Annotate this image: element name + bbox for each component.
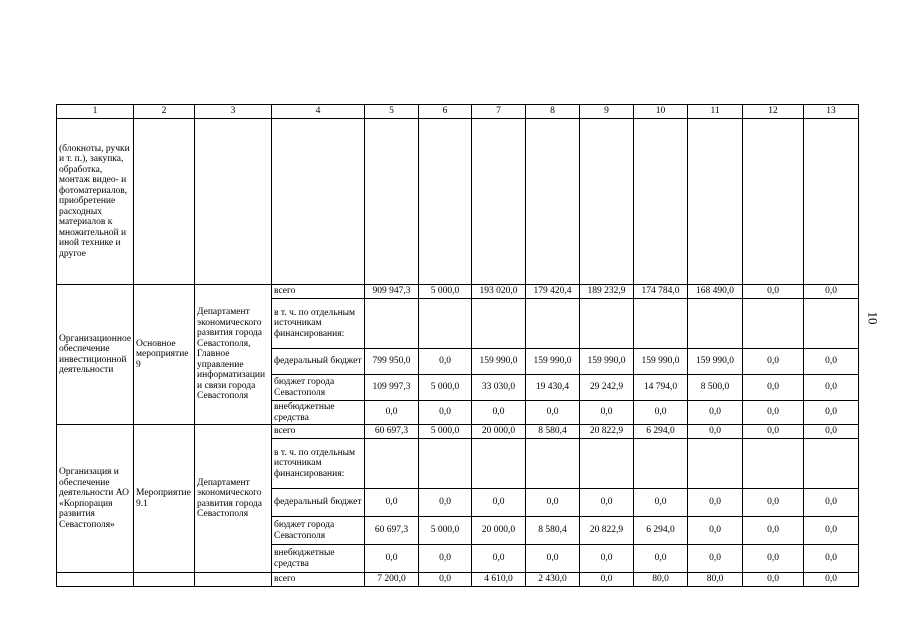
funding-source-label: всего — [272, 573, 365, 587]
value-cell — [634, 299, 688, 349]
table-row — [57, 285, 859, 299]
header-cell: 2 — [134, 105, 195, 119]
value-cell: 0,0 — [419, 401, 472, 425]
funding-source-label: бюджет города Севастополя — [272, 517, 365, 545]
value-cell — [743, 299, 804, 349]
value-cell — [804, 439, 859, 489]
value-cell: 0,0 — [580, 545, 634, 573]
value-cell — [472, 299, 526, 349]
value-cell: 0,0 — [580, 489, 634, 517]
header-cell: 5 — [365, 105, 419, 119]
value-cell: 799 950,0 — [365, 349, 419, 375]
value-cell: 8 580,4 — [526, 425, 580, 439]
program-table — [56, 104, 859, 587]
value-cell: 2 430,0 — [526, 573, 580, 587]
funding-source-label: в т. ч. по отдельным источникам финансирования: — [272, 299, 365, 349]
value-cell: 0,0 — [526, 401, 580, 425]
value-cell: 193 020,0 — [472, 285, 526, 299]
value-cell: 0,0 — [804, 285, 859, 299]
value-cell — [634, 439, 688, 489]
value-cell: 4 610,0 — [472, 573, 526, 587]
value-cell: 0,0 — [804, 517, 859, 545]
header-cell: 6 — [419, 105, 472, 119]
value-cell: 0,0 — [743, 489, 804, 517]
value-cell — [526, 439, 580, 489]
value-cell — [688, 439, 743, 489]
value-cell: 5 000,0 — [419, 375, 472, 401]
value-cell: 8 580,4 — [526, 517, 580, 545]
table-row — [57, 425, 859, 439]
value-cell: 6 294,0 — [634, 425, 688, 439]
value-cell: 0,0 — [743, 285, 804, 299]
header-row — [57, 105, 859, 119]
value-cell: 0,0 — [634, 401, 688, 425]
value-cell: 0,0 — [804, 573, 859, 587]
value-cell: 0,0 — [804, 401, 859, 425]
value-cell: 0,0 — [472, 401, 526, 425]
value-cell: 5 000,0 — [419, 517, 472, 545]
value-cell: 0,0 — [743, 401, 804, 425]
value-cell — [526, 299, 580, 349]
value-cell: 159 990,0 — [580, 349, 634, 375]
value-cell: 80,0 — [688, 573, 743, 587]
value-cell: 0,0 — [743, 517, 804, 545]
value-cell: 0,0 — [365, 401, 419, 425]
value-cell — [419, 439, 472, 489]
value-cell: 60 697,3 — [365, 425, 419, 439]
value-cell: 29 242,9 — [580, 375, 634, 401]
value-cell: 7 200,0 — [365, 573, 419, 587]
responsible-executor: Департамент экономического развития города Севастополя — [195, 425, 272, 573]
value-cell: 0,0 — [743, 425, 804, 439]
page-number: 10 — [865, 311, 881, 325]
value-cell: 0,0 — [365, 545, 419, 573]
header-cell: 11 — [688, 105, 743, 119]
activity-name: Организационное обеспечение инвестиционной деятельности — [57, 285, 134, 425]
value-cell: 0,0 — [688, 401, 743, 425]
value-cell: 0,0 — [804, 349, 859, 375]
value-cell: 0,0 — [419, 489, 472, 517]
header-cell: 8 — [526, 105, 580, 119]
value-cell: 0,0 — [634, 545, 688, 573]
value-cell: 909 947,3 — [365, 285, 419, 299]
value-cell: 179 420,4 — [526, 285, 580, 299]
activity-name: Организация и обеспечение деятельности АО «Корпорация развития Севастополя» — [57, 425, 134, 573]
header-cell: 3 — [195, 105, 272, 119]
value-cell: 0,0 — [743, 573, 804, 587]
value-cell: 189 232,9 — [580, 285, 634, 299]
responsible-executor — [195, 573, 272, 587]
value-cell — [580, 439, 634, 489]
value-cell — [743, 439, 804, 489]
value-cell: 0,0 — [526, 489, 580, 517]
value-cell: 0,0 — [688, 545, 743, 573]
activity-number — [134, 573, 195, 587]
value-cell — [365, 299, 419, 349]
value-cell: 174 784,0 — [634, 285, 688, 299]
value-cell: 0,0 — [804, 375, 859, 401]
funding-source-label: всего — [272, 285, 365, 299]
value-cell: 109 997,3 — [365, 375, 419, 401]
value-cell: 159 990,0 — [634, 349, 688, 375]
value-cell: 0,0 — [580, 573, 634, 587]
activity-number: Мероприятие 9.1 — [134, 425, 195, 573]
value-cell: 19 430,4 — [526, 375, 580, 401]
value-cell: 14 794,0 — [634, 375, 688, 401]
value-cell: 0,0 — [804, 425, 859, 439]
funding-source-label: в т. ч. по отдельным источникам финансирования: — [272, 439, 365, 489]
header-cell: 7 — [472, 105, 526, 119]
value-cell: 0,0 — [804, 489, 859, 517]
activity-number: Основное мероприятие 9 — [134, 285, 195, 425]
value-cell: 5 000,0 — [419, 425, 472, 439]
value-cell: 6 294,0 — [634, 517, 688, 545]
value-cell: 0,0 — [472, 545, 526, 573]
value-cell: 0,0 — [688, 517, 743, 545]
value-cell: 20 000,0 — [472, 425, 526, 439]
header-cell: 13 — [804, 105, 859, 119]
value-cell: 0,0 — [743, 375, 804, 401]
value-cell: 0,0 — [580, 401, 634, 425]
value-cell: 0,0 — [634, 489, 688, 517]
value-cell: 0,0 — [472, 489, 526, 517]
value-cell: 0,0 — [743, 545, 804, 573]
funding-source-label: внебюджетные средства — [272, 401, 365, 425]
value-cell: 159 990,0 — [472, 349, 526, 375]
value-cell: 5 000,0 — [419, 285, 472, 299]
value-cell: 159 990,0 — [526, 349, 580, 375]
header-cell: 10 — [634, 105, 688, 119]
value-cell — [688, 299, 743, 349]
table-row — [57, 573, 859, 587]
value-cell: 20 822,9 — [580, 425, 634, 439]
value-cell: 0,0 — [419, 545, 472, 573]
value-cell: 0,0 — [419, 573, 472, 587]
value-cell — [804, 299, 859, 349]
value-cell — [472, 439, 526, 489]
header-cell: 4 — [272, 105, 365, 119]
value-cell: 33 030,0 — [472, 375, 526, 401]
value-cell: 20 000,0 — [472, 517, 526, 545]
header-cell: 1 — [57, 105, 134, 119]
value-cell — [419, 299, 472, 349]
activity-name — [57, 573, 134, 587]
continuation-text: (блокноты, ручки и т. п.), закупка, обработка, монтаж видео- и фотоматериалов, приобретение расходных материалов к множительной и иной технике и другое — [57, 119, 134, 285]
value-cell: 20 822,9 — [580, 517, 634, 545]
funding-source-label: внебюджетные средства — [272, 545, 365, 573]
value-cell: 168 490,0 — [688, 285, 743, 299]
value-cell: 0,0 — [526, 545, 580, 573]
table-body — [57, 105, 859, 587]
value-cell: 0,0 — [688, 425, 743, 439]
value-cell: 0,0 — [804, 545, 859, 573]
funding-source-label: всего — [272, 425, 365, 439]
value-cell: 80,0 — [634, 573, 688, 587]
responsible-executor: Департамент экономического развития города Севастополя, Главное управление информатизации и связи города Севастополя — [195, 285, 272, 425]
header-cell: 9 — [580, 105, 634, 119]
value-cell: 0,0 — [419, 349, 472, 375]
funding-source-label: бюджет города Севастополя — [272, 375, 365, 401]
value-cell: 0,0 — [688, 489, 743, 517]
value-cell — [580, 299, 634, 349]
funding-source-label: федеральный бюджет — [272, 349, 365, 375]
continuation-row — [57, 119, 859, 285]
value-cell — [365, 439, 419, 489]
value-cell: 8 500,0 — [688, 375, 743, 401]
value-cell: 159 990,0 — [688, 349, 743, 375]
value-cell: 0,0 — [365, 489, 419, 517]
value-cell: 60 697,3 — [365, 517, 419, 545]
value-cell: 0,0 — [743, 349, 804, 375]
funding-source-label: федеральный бюджет — [272, 489, 365, 517]
header-cell: 12 — [743, 105, 804, 119]
